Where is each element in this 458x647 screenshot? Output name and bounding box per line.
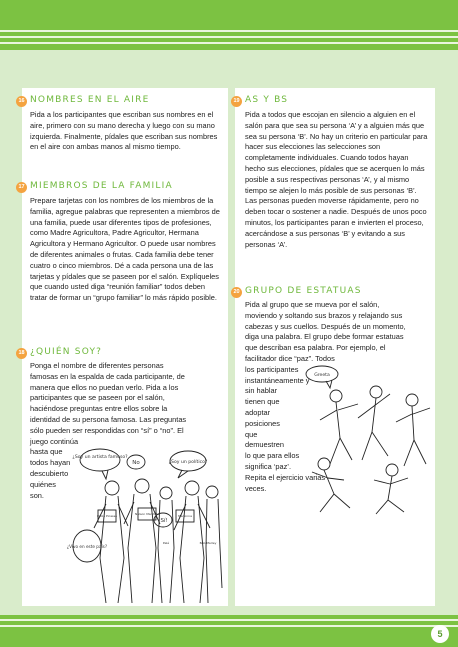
section-title: AS Y BS xyxy=(245,95,289,105)
name-tag-text: Bob Marley xyxy=(199,541,217,545)
section-body: Prepare tarjetas con los nombres de los miembros de la familia, agregue palabras que representen a miembros de una familia, puede usar diferentes tipos de profesiones, como Madre Agricultora, Padre Agricultor, Hermana Agricultora y Hermano Agricultor. O puede usar nombres de diferentes animales o frutas. Cada familia debe tener cuatro o cinco miembros. Dé a cada persona una de las tarjetas y pídales que se paseen por el salón. Explíqueles que cuando usted diga “reunión familiar” todos deben tratar de formar un “grupo familiar” lo más rápido posible. xyxy=(30,196,220,303)
section-number-badge: 19 xyxy=(231,96,242,107)
body-line: significa ‘paz’. xyxy=(245,461,292,471)
name-tag-text: Nelson Mandela xyxy=(135,512,159,516)
banner-stripe xyxy=(0,619,458,621)
bottom-banner xyxy=(0,615,458,647)
name-tag-text: Madonna xyxy=(178,514,192,518)
body-line: moviendo y soltando sus brazos y relajando sus xyxy=(245,310,403,320)
banner-stripe xyxy=(0,625,458,627)
body-line: todos hayan xyxy=(30,458,71,468)
body-line: identidad de su persona famosa. Las preguntas xyxy=(30,414,187,424)
body-line: veces. xyxy=(245,483,267,493)
body-line: facilitador dice “paz”. Todos xyxy=(245,353,335,363)
speech-text: No xyxy=(132,460,140,466)
body-line: tienen que xyxy=(245,397,280,407)
body-line: que xyxy=(245,429,258,439)
body-line: famosas en la espalda de cada participante, de xyxy=(30,371,185,381)
page-number: 5 xyxy=(431,625,449,643)
body-line: son. xyxy=(30,490,44,500)
section-number-badge: 18 xyxy=(16,348,27,359)
section-number-badge: 16 xyxy=(16,96,27,107)
name-tag-text: Pablo Picasso xyxy=(96,514,118,518)
section-title: NOMBRES EN EL AIRE xyxy=(30,95,150,105)
body-line: Repita el ejercicio varias xyxy=(245,472,326,482)
body-line: participantes que se paseen por el salón, xyxy=(30,393,165,403)
body-line: hasta que xyxy=(30,447,63,457)
section-title: GRUPO DE ESTATUAS xyxy=(245,286,362,296)
body-line: juego continúa xyxy=(30,436,79,446)
section-number-badge: 20 xyxy=(231,287,242,298)
body-line: adoptar xyxy=(245,407,271,417)
speech-text: ¿Vivo en este país? xyxy=(66,544,108,549)
body-line: descubierto xyxy=(30,468,69,478)
section-title: MIEMBROS DE LA FAMILIA xyxy=(30,181,173,191)
body-line: que describan esa palabra. Por ejemplo, el xyxy=(245,343,386,353)
body-line: demuestren xyxy=(245,440,285,450)
body-line: Pida al grupo que se mueva por el salón, xyxy=(245,300,380,309)
speech-bubble xyxy=(80,449,120,471)
section-title: ¿QUIÉN SOY? xyxy=(30,347,103,357)
top-banner xyxy=(0,0,458,50)
speech-text: ¿Soy un político? xyxy=(168,460,208,465)
estatuas-illustration xyxy=(300,360,440,516)
name-tag-text: Pelé xyxy=(162,541,170,545)
body-line: diga una palabra. El grupo debe formar estatuas xyxy=(245,332,404,342)
body-line: quiénes xyxy=(30,479,56,489)
speech-text: ¡Sí! xyxy=(158,518,168,524)
body-line: Ponga el nombre de diferentes personas xyxy=(30,361,164,370)
body-line: manera que ellos no puedan verlo. Pida a los xyxy=(30,382,179,392)
body-line: cabezas y sus cuellos. Después de un momento, xyxy=(245,321,406,331)
speech-text: Greeta xyxy=(314,373,330,378)
section-number-badge: 17 xyxy=(16,182,27,193)
body-line: instantáneamente y xyxy=(245,375,310,385)
banner-stripe xyxy=(0,42,458,44)
speech-text: ¿Soy un artista famoso? xyxy=(72,455,128,460)
body-line: los participantes xyxy=(245,364,299,374)
section-body: Pida a todos que escojan en silencio a alguien en el salón para que sea su persona ‘A’ y a alguien más que sea su persona ‘B’. No hay un criterio en particular para hacer sus elecciones las selecciones son completamente individuales. Cuando todos hayan hecho sus elecciones, pídales que se acerquen lo más posible a sus respectivas personas ‘A’, y al mismo tiempo se alejen lo más posible de sus personas ‘B’. Las personas pueden moverse rápidamente, pero no deben tocar o sostener a nadie. Después de unos poco minutos, los participantes paran e invierten el proceso, acercándose a sus personas ‘B’ y evitando a sus personas ‘A’. xyxy=(245,110,428,249)
body-line: haciéndose preguntas entre ellos sobre la xyxy=(30,404,168,414)
banner-stripe xyxy=(0,30,458,32)
quien-soy-illustration xyxy=(62,448,228,608)
body-line: posiciones xyxy=(245,418,280,428)
body-line: sin hablar xyxy=(245,386,278,396)
body-line: lo que para ellos xyxy=(245,451,300,461)
banner-stripe xyxy=(0,36,458,38)
section-body: Pida a los participantes que escriban sus nombres en el aire, primero con su mano derecha y luego con su mano izquierda. Finalmente, pídales que escriban sus nombres en el aire con ambas manos al mismo tiempo. xyxy=(30,110,218,152)
body-line: sólo pueden ser respondidas con “sí” o “no”. El xyxy=(30,425,184,435)
